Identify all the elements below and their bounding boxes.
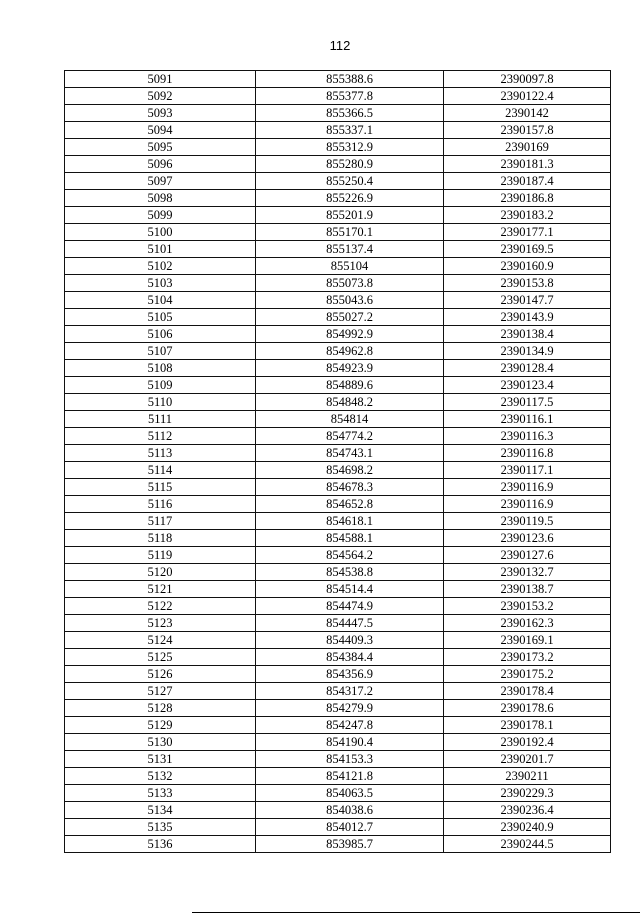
x-coordinate-cell: 854153.3 <box>256 751 444 768</box>
point-number-cell: 5095 <box>65 139 256 156</box>
table-row <box>65 513 611 530</box>
x-coordinate-cell: 854848.2 <box>256 394 444 411</box>
y-coordinate-cell: 2390138.4 <box>444 326 611 343</box>
x-coordinate-cell: 854514.4 <box>256 581 444 598</box>
point-number-cell: 5131 <box>65 751 256 768</box>
table-row <box>65 632 611 649</box>
x-coordinate-cell: 854409.3 <box>256 632 444 649</box>
x-coordinate-cell: 854814 <box>256 411 444 428</box>
table-row <box>65 683 611 700</box>
y-coordinate-cell: 2390127.6 <box>444 547 611 564</box>
x-coordinate-cell: 855250.4 <box>256 173 444 190</box>
table-row <box>65 394 611 411</box>
point-number-cell: 5096 <box>65 156 256 173</box>
coordinates-table-body <box>65 71 611 853</box>
point-number-cell: 5117 <box>65 513 256 530</box>
y-coordinate-cell: 2390117.5 <box>444 394 611 411</box>
x-coordinate-cell: 855226.9 <box>256 190 444 207</box>
point-number-cell: 5101 <box>65 241 256 258</box>
x-coordinate-cell: 854317.2 <box>256 683 444 700</box>
table-row <box>65 258 611 275</box>
point-number-cell: 5097 <box>65 173 256 190</box>
y-coordinate-cell: 2390177.1 <box>444 224 611 241</box>
y-coordinate-cell: 2390236.4 <box>444 802 611 819</box>
y-coordinate-cell: 2390123.6 <box>444 530 611 547</box>
table-row <box>65 581 611 598</box>
point-number-cell: 5099 <box>65 207 256 224</box>
y-coordinate-cell: 2390162.3 <box>444 615 611 632</box>
table-row <box>65 173 611 190</box>
point-number-cell: 5108 <box>65 360 256 377</box>
table-row <box>65 428 611 445</box>
y-coordinate-cell: 2390132.7 <box>444 564 611 581</box>
point-number-cell: 5116 <box>65 496 256 513</box>
x-coordinate-cell: 854889.6 <box>256 377 444 394</box>
point-number-cell: 5121 <box>65 581 256 598</box>
point-number-cell: 5126 <box>65 666 256 683</box>
x-coordinate-cell: 855337.1 <box>256 122 444 139</box>
table-row <box>65 122 611 139</box>
y-coordinate-cell: 2390183.2 <box>444 207 611 224</box>
point-number-cell: 5094 <box>65 122 256 139</box>
table-row <box>65 479 611 496</box>
y-coordinate-cell: 2390157.8 <box>444 122 611 139</box>
x-coordinate-cell: 854121.8 <box>256 768 444 785</box>
table-row <box>65 530 611 547</box>
x-coordinate-cell: 854564.2 <box>256 547 444 564</box>
x-coordinate-cell: 854012.7 <box>256 819 444 836</box>
y-coordinate-cell: 2390201.7 <box>444 751 611 768</box>
table-row <box>65 105 611 122</box>
x-coordinate-cell: 854279.9 <box>256 700 444 717</box>
y-coordinate-cell: 2390169.1 <box>444 632 611 649</box>
x-coordinate-cell: 854447.5 <box>256 615 444 632</box>
table-row <box>65 751 611 768</box>
point-number-cell: 5134 <box>65 802 256 819</box>
y-coordinate-cell: 2390116.3 <box>444 428 611 445</box>
table-row <box>65 462 611 479</box>
point-number-cell: 5123 <box>65 615 256 632</box>
point-number-cell: 5122 <box>65 598 256 615</box>
point-number-cell: 5113 <box>65 445 256 462</box>
table-row <box>65 615 611 632</box>
point-number-cell: 5135 <box>65 819 256 836</box>
x-coordinate-cell: 855312.9 <box>256 139 444 156</box>
table-row <box>65 156 611 173</box>
y-coordinate-cell: 2390153.2 <box>444 598 611 615</box>
y-coordinate-cell: 2390134.9 <box>444 343 611 360</box>
y-coordinate-cell: 2390178.6 <box>444 700 611 717</box>
point-number-cell: 5104 <box>65 292 256 309</box>
y-coordinate-cell: 2390097.8 <box>444 71 611 88</box>
y-coordinate-cell: 2390116.8 <box>444 445 611 462</box>
x-coordinate-cell: 854038.6 <box>256 802 444 819</box>
table-row <box>65 360 611 377</box>
y-coordinate-cell: 2390117.1 <box>444 462 611 479</box>
point-number-cell: 5100 <box>65 224 256 241</box>
point-number-cell: 5106 <box>65 326 256 343</box>
table-row <box>65 275 611 292</box>
table-row <box>65 139 611 156</box>
x-coordinate-cell: 854063.5 <box>256 785 444 802</box>
x-coordinate-cell: 855043.6 <box>256 292 444 309</box>
table-row <box>65 802 611 819</box>
point-number-cell: 5115 <box>65 479 256 496</box>
x-coordinate-cell: 855073.8 <box>256 275 444 292</box>
table-row <box>65 496 611 513</box>
y-coordinate-cell: 2390116.1 <box>444 411 611 428</box>
point-number-cell: 5129 <box>65 717 256 734</box>
table-row <box>65 88 611 105</box>
point-number-cell: 5127 <box>65 683 256 700</box>
y-coordinate-cell: 2390142 <box>444 105 611 122</box>
table-row <box>65 224 611 241</box>
table-row <box>65 768 611 785</box>
y-coordinate-cell: 2390116.9 <box>444 496 611 513</box>
point-number-cell: 5110 <box>65 394 256 411</box>
point-number-cell: 5128 <box>65 700 256 717</box>
x-coordinate-cell: 854743.1 <box>256 445 444 462</box>
point-number-cell: 5111 <box>65 411 256 428</box>
y-coordinate-cell: 2390119.5 <box>444 513 611 530</box>
x-coordinate-cell: 854247.8 <box>256 717 444 734</box>
x-coordinate-cell: 854384.4 <box>256 649 444 666</box>
point-number-cell: 5092 <box>65 88 256 105</box>
x-coordinate-cell: 854618.1 <box>256 513 444 530</box>
point-number-cell: 5124 <box>65 632 256 649</box>
point-number-cell: 5136 <box>65 836 256 853</box>
table-row <box>65 241 611 258</box>
x-coordinate-cell: 855377.8 <box>256 88 444 105</box>
table-row <box>65 207 611 224</box>
x-coordinate-cell: 854652.8 <box>256 496 444 513</box>
point-number-cell: 5107 <box>65 343 256 360</box>
y-coordinate-cell: 2390240.9 <box>444 819 611 836</box>
point-number-cell: 5098 <box>65 190 256 207</box>
page-number: 112 <box>329 38 351 53</box>
x-coordinate-cell: 854774.2 <box>256 428 444 445</box>
table-row <box>65 666 611 683</box>
x-coordinate-cell: 855027.2 <box>256 309 444 326</box>
table-row <box>65 411 611 428</box>
x-coordinate-cell: 854678.3 <box>256 479 444 496</box>
x-coordinate-cell: 854474.9 <box>256 598 444 615</box>
point-number-cell: 5103 <box>65 275 256 292</box>
point-number-cell: 5119 <box>65 547 256 564</box>
table-row <box>65 700 611 717</box>
x-coordinate-cell: 854992.9 <box>256 326 444 343</box>
page-bottom-rule <box>192 912 640 913</box>
x-coordinate-cell: 854356.9 <box>256 666 444 683</box>
y-coordinate-cell: 2390169.5 <box>444 241 611 258</box>
point-number-cell: 5112 <box>65 428 256 445</box>
y-coordinate-cell: 2390181.3 <box>444 156 611 173</box>
table-row <box>65 819 611 836</box>
point-number-cell: 5093 <box>65 105 256 122</box>
y-coordinate-cell: 2390169 <box>444 139 611 156</box>
y-coordinate-cell: 2390192.4 <box>444 734 611 751</box>
x-coordinate-cell: 855170.1 <box>256 224 444 241</box>
table-row <box>65 564 611 581</box>
y-coordinate-cell: 2390229.3 <box>444 785 611 802</box>
x-coordinate-cell: 855366.5 <box>256 105 444 122</box>
y-coordinate-cell: 2390211 <box>444 768 611 785</box>
y-coordinate-cell: 2390143.9 <box>444 309 611 326</box>
x-coordinate-cell: 854962.8 <box>256 343 444 360</box>
point-number-cell: 5105 <box>65 309 256 326</box>
y-coordinate-cell: 2390116.9 <box>444 479 611 496</box>
table-row <box>65 785 611 802</box>
table-row <box>65 326 611 343</box>
y-coordinate-cell: 2390178.4 <box>444 683 611 700</box>
x-coordinate-cell: 854538.8 <box>256 564 444 581</box>
point-number-cell: 5118 <box>65 530 256 547</box>
y-coordinate-cell: 2390128.4 <box>444 360 611 377</box>
y-coordinate-cell: 2390186.8 <box>444 190 611 207</box>
y-coordinate-cell: 2390173.2 <box>444 649 611 666</box>
point-number-cell: 5091 <box>65 71 256 88</box>
y-coordinate-cell: 2390122.4 <box>444 88 611 105</box>
x-coordinate-cell: 854190.4 <box>256 734 444 751</box>
point-number-cell: 5114 <box>65 462 256 479</box>
table-row <box>65 598 611 615</box>
table-row <box>65 71 611 88</box>
x-coordinate-cell: 854923.9 <box>256 360 444 377</box>
point-number-cell: 5132 <box>65 768 256 785</box>
table-row <box>65 547 611 564</box>
table-row <box>65 649 611 666</box>
y-coordinate-cell: 2390178.1 <box>444 717 611 734</box>
y-coordinate-cell: 2390123.4 <box>444 377 611 394</box>
y-coordinate-cell: 2390147.7 <box>444 292 611 309</box>
x-coordinate-cell: 855388.6 <box>256 71 444 88</box>
table-row <box>65 343 611 360</box>
coordinates-table <box>64 70 611 853</box>
table-row <box>65 309 611 326</box>
x-coordinate-cell: 855201.9 <box>256 207 444 224</box>
point-number-cell: 5125 <box>65 649 256 666</box>
x-coordinate-cell: 853985.7 <box>256 836 444 853</box>
x-coordinate-cell: 854698.2 <box>256 462 444 479</box>
point-number-cell: 5130 <box>65 734 256 751</box>
x-coordinate-cell: 854588.1 <box>256 530 444 547</box>
y-coordinate-cell: 2390160.9 <box>444 258 611 275</box>
x-coordinate-cell: 855137.4 <box>256 241 444 258</box>
table-row <box>65 292 611 309</box>
point-number-cell: 5102 <box>65 258 256 275</box>
y-coordinate-cell: 2390153.8 <box>444 275 611 292</box>
table-row <box>65 734 611 751</box>
x-coordinate-cell: 855280.9 <box>256 156 444 173</box>
y-coordinate-cell: 2390244.5 <box>444 836 611 853</box>
point-number-cell: 5109 <box>65 377 256 394</box>
y-coordinate-cell: 2390138.7 <box>444 581 611 598</box>
y-coordinate-cell: 2390187.4 <box>444 173 611 190</box>
x-coordinate-cell: 855104 <box>256 258 444 275</box>
table-row <box>65 377 611 394</box>
table-row <box>65 836 611 853</box>
table-row <box>65 190 611 207</box>
point-number-cell: 5120 <box>65 564 256 581</box>
y-coordinate-cell: 2390175.2 <box>444 666 611 683</box>
point-number-cell: 5133 <box>65 785 256 802</box>
table-row <box>65 717 611 734</box>
table-row <box>65 445 611 462</box>
